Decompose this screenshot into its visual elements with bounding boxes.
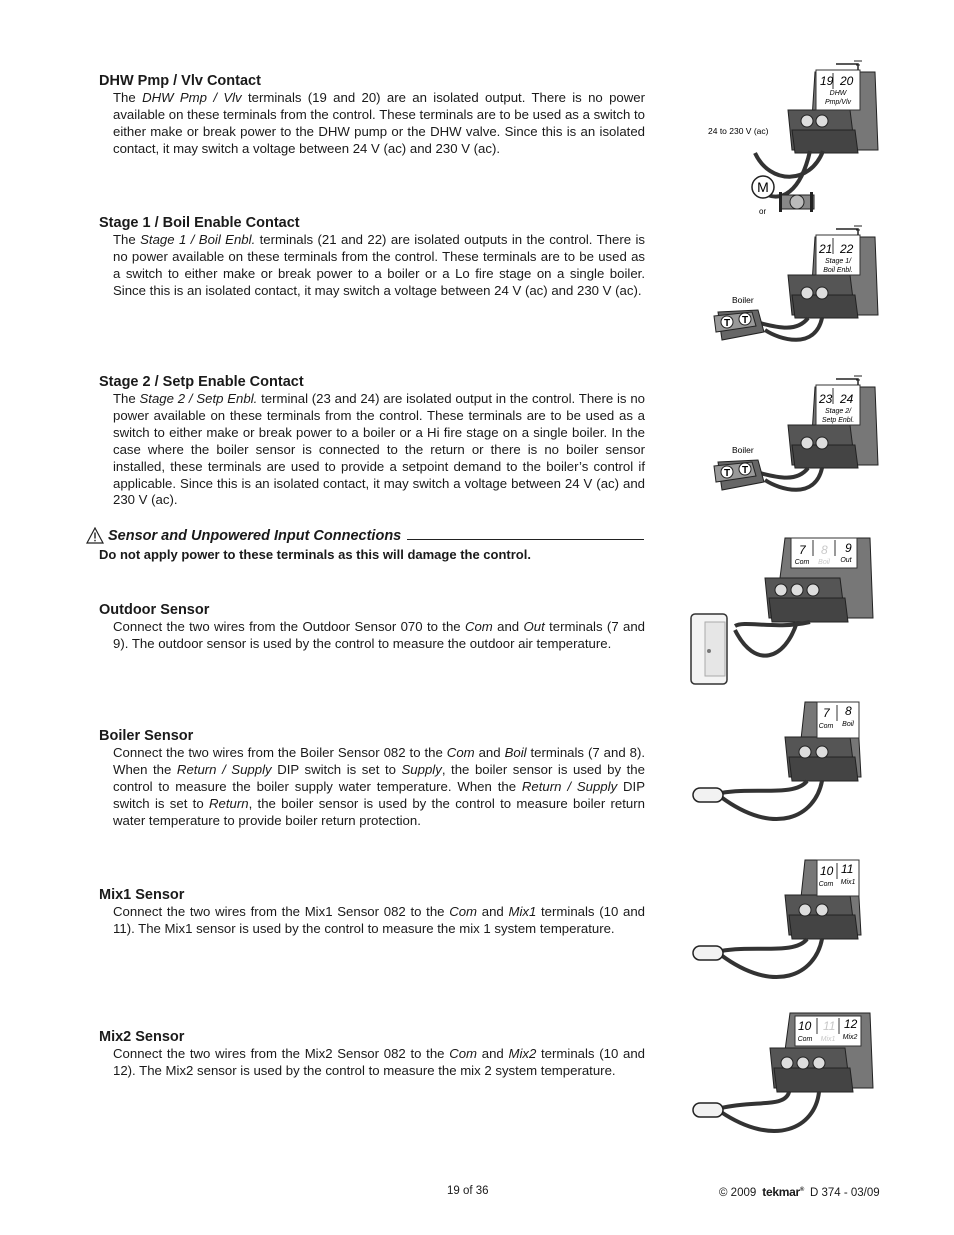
section-outdoor (99, 601, 645, 653)
section-body: Connect the two wires from the Mix2 Sensor 082 to the Com and Mix2 terminals (10 and 12). The Mix2 sensor is used by the control to measure the mix 2 system temperature. (113, 1046, 645, 1078)
outdoor-label-com: Com (794, 559, 810, 566)
outdoor-sensor-diagram (685, 530, 885, 690)
mix1-label-com: Com (818, 881, 834, 888)
boiler-label-com: Com (818, 723, 834, 730)
stage2-t2-label: T (741, 465, 749, 476)
mix2-label-mix1: Mix1 (820, 1036, 836, 1043)
dhw-voltage-label: 24 to 230 V (ac) (708, 126, 769, 136)
section-title: Stage 1 / Boil Enable Contact (99, 215, 300, 231)
stage1-terminal-21: 21 (819, 242, 833, 256)
section-body: The Stage 2 / Setp Enbl. terminal (23 and 24) are isolated output in the control. There is no power available on these terminals from the control. These terminals are to be used as a switch to either make or break power to a boiler or a Hi fire stage on a single boiler. In the case where the boiler sensor is connected to the return or there is no boiler sensor installed, these terminals are used to provide a setpoint demand to the boiler’s control if applicable. Since this is an isolated contact, it may switch a voltage between 24 V (ac) and 230 V (ac). (113, 391, 645, 508)
section-title: Mix2 Sensor (99, 1029, 185, 1045)
dhw-label-2: Pmp/Vlv (824, 99, 852, 106)
mix2-terminal-10: 10 (798, 1019, 812, 1033)
brand-logo: tekmar® (762, 1185, 804, 1199)
warning-icon (86, 527, 104, 544)
dhw-label-1: DHW (829, 90, 847, 97)
section-stage2 (99, 373, 645, 509)
section-body: The DHW Pmp / Vlv terminals (19 and 20) are an isolated output. There is no power available on these terminals from the control. These terminals are to be used as a switch to either make or break power to the DHW pump or the DHW valve. Since this is an isolated contact, it may switch a voltage between 24 V (ac) and 230 V (ac). (113, 90, 646, 156)
section-title: Stage 2 / Setp Enable Contact (99, 374, 304, 390)
stage2-terminal-24: 24 (840, 392, 854, 406)
outdoor-terminal-9: 9 (845, 541, 852, 555)
copyright-year: © 2009 (719, 1187, 757, 1199)
stage1-label-2: Boil Enbl. (823, 267, 853, 274)
page-number: 19 of 36 (447, 1185, 489, 1197)
stage2-boiler-label: Boiler (732, 445, 754, 455)
mix1-sensor-diagram (685, 855, 885, 985)
section-body: Connect the two wires from the Boiler Sensor 082 to the Com and Boil terminals (7 and 8). When the Return / Supply DIP switch is set to Supply, the boiler sensor is used by the control to measure the boiler supply water temperature. When the Return / Supply DIP switch is set to Return, the boiler sensor is used by the control to measure boiler return water temperature to provide boiler return protection. (113, 745, 646, 828)
section-mix1 (99, 886, 645, 938)
dhw-terminal-20: 20 (840, 74, 854, 88)
motor-label: M (757, 179, 769, 195)
stage1-t1-label: T (723, 318, 731, 329)
section-dhw (99, 72, 645, 158)
section-body: The Stage 1 / Boil Enbl. terminals (21 and 22) are isolated outputs in the control. There is no power available on these terminals from the control. These terminals are to be used as a switch to either make or break power to a boiler or a Lo fire stage on a single boiler. Since this is an isolated contact, it may switch a voltage between 24 V (ac) and 230 V (ac). (113, 232, 645, 298)
section-title: Boiler Sensor (99, 728, 194, 744)
warning-heading (86, 527, 644, 547)
boiler-terminal-7: 7 (823, 706, 830, 720)
mix2-sensor-diagram (685, 1008, 885, 1138)
stage2-terminal-diagram (700, 370, 900, 510)
stage1-boiler-label: Boiler (732, 295, 754, 305)
outdoor-terminal-8: 8 (821, 543, 828, 557)
footer-copyright (719, 1185, 880, 1199)
stage2-label-2: Setp Enbl. (821, 417, 855, 424)
warning-body: Do not apply power to these terminals as this will damage the control. (99, 547, 531, 562)
boiler-label-boil: Boil (842, 721, 854, 728)
dhw-terminal-diagram (700, 55, 900, 225)
stage2-terminal-23: 23 (819, 392, 833, 406)
section-title: DHW Pmp / Vlv Contact (99, 73, 261, 89)
outdoor-label-boil: Boil (818, 559, 830, 566)
mix2-terminal-12: 12 (844, 1017, 858, 1031)
stage2-label-1: Stage 2/ (824, 408, 852, 415)
stage1-t2-label: T (741, 315, 749, 326)
mix1-terminal-11: 11 (841, 862, 854, 876)
section-stage1 (99, 214, 645, 300)
boiler-sensor-diagram (685, 697, 885, 827)
section-body: Connect the two wires from the Mix1 Sensor 082 to the Com and Mix1 terminals (10 and 11). The Mix1 sensor is used by the control to measure the mix 1 system temperature. (113, 904, 645, 936)
or-label: or (759, 207, 767, 216)
section-body: Connect the two wires from the Outdoor Sensor 070 to the Com and Out terminals (7 and 9). The outdoor sensor is used by the control to measure the outdoor air temperature. (113, 619, 645, 651)
outdoor-label-out: Out (840, 557, 852, 564)
stage1-label-1: Stage 1/ (824, 258, 852, 265)
section-title: Outdoor Sensor (99, 602, 210, 618)
stage1-terminal-diagram (700, 220, 900, 360)
section-boiler (99, 727, 645, 830)
mix1-label-mix1: Mix1 (840, 879, 856, 886)
mix1-terminal-10: 10 (820, 864, 834, 878)
boiler-terminal-8: 8 (845, 704, 852, 718)
warning-title: Sensor and Unpowered Input Connections (108, 528, 407, 544)
stage1-terminal-22: 22 (840, 242, 854, 256)
dhw-terminal-19: 19 (820, 74, 834, 88)
outdoor-terminal-7: 7 (799, 543, 806, 557)
stage2-t1-label: T (723, 468, 731, 479)
document-code: D 374 - 03/09 (809, 1187, 880, 1199)
section-mix2 (99, 1028, 645, 1080)
mix2-terminal-11: 11 (823, 1019, 836, 1033)
section-title: Mix1 Sensor (99, 887, 185, 903)
mix2-label-mix2: Mix2 (842, 1034, 858, 1041)
mix2-label-com: Com (797, 1036, 813, 1043)
